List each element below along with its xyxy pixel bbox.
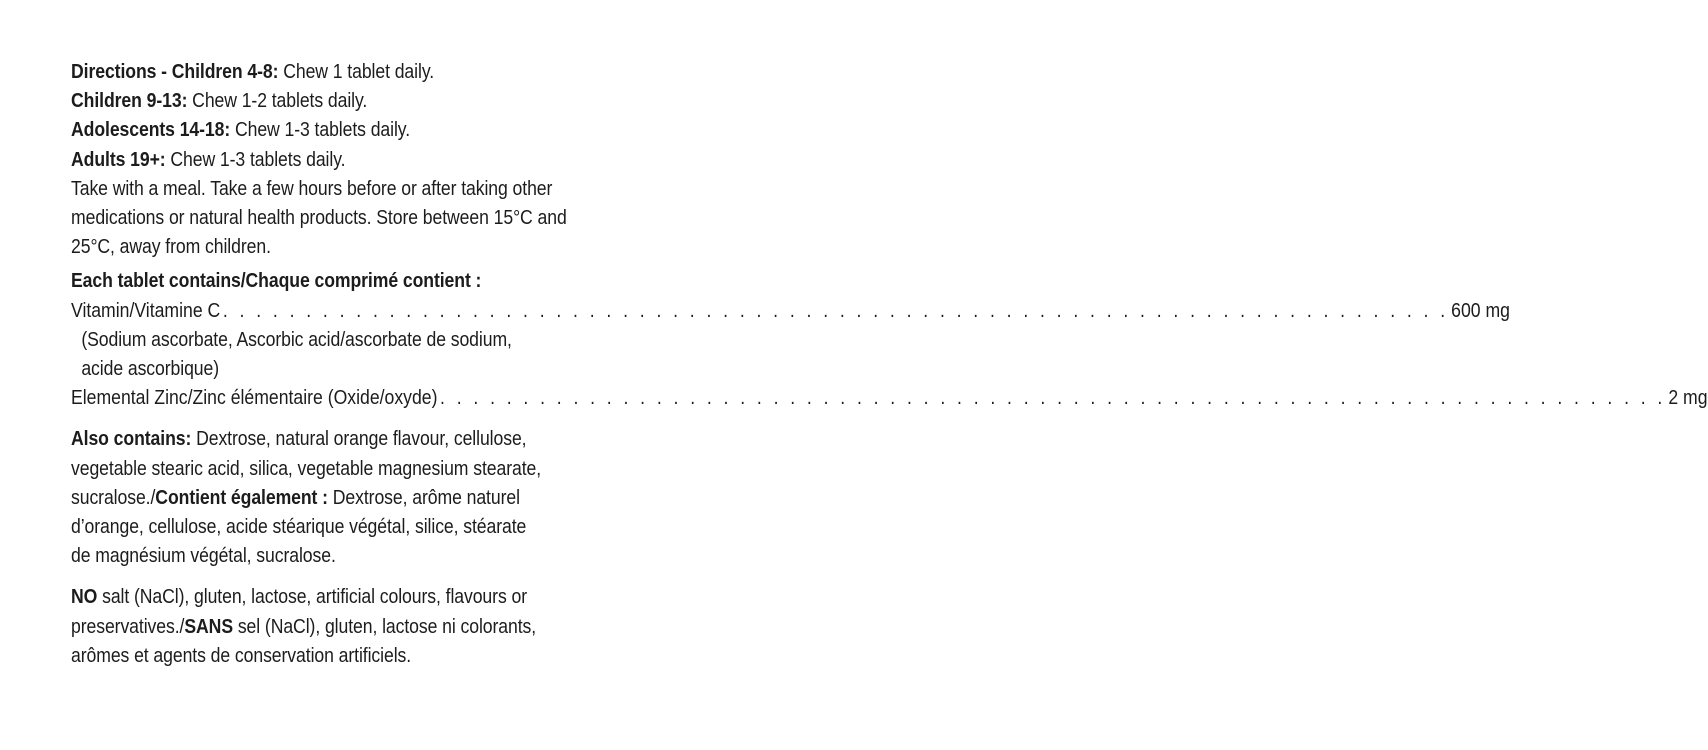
leader-dots: . . . . . . . . . . . . . . . . . . . . . . . . . . . . . . . . . . . . . . . . . . . . . . . . . . . . . . . . . . . . . . . . . . . . . . . . . .	[440, 386, 1666, 410]
ingredients-heading: Each tablet contains/Chaque comprimé contient :	[71, 269, 482, 293]
ingredient-row-vitamin-c	[71, 296, 1510, 325]
also-contains-section: Also contains: Dextrose, natural orange flavour, cellulose, vegetable stearic acid, silica, vegetable magnesium stearate, sucralose./Contient également : Dextrose, arôme naturel d’orange, cellulose, acide stéarique végétal, silice, stéarate de magnésium végétal, sucralose.	[71, 427, 542, 568]
free-from-section: NO salt (NaCl), gluten, lactose, artificial colours, flavours or preservatives./SANS sel (NaCl), gluten, lactose ni colorants, arômes et agents de conservation artificiels.	[71, 585, 537, 667]
directions-adults: Adults 19+: Chew 1-3 tablets daily.	[71, 147, 346, 171]
directions-adolescents: Adolescents 14-18: Chew 1-3 tablets daily.	[71, 118, 411, 142]
directions-note: Take with a meal. Take a few hours before or after taking other	[71, 176, 553, 200]
directions-section	[71, 57, 711, 261]
sans-label: SANS	[184, 614, 234, 638]
ingredient-row-zinc	[71, 383, 1708, 412]
directions-children-4-8: Directions - Children 4-8: Chew 1 tablet daily.	[71, 60, 435, 83]
spacer	[71, 570, 711, 582]
ingredient-amount: 600 mg	[1451, 298, 1510, 322]
also-contains-label: Also contains:	[71, 427, 192, 451]
vitamin-c-source: (Sodium ascorbate, Ascorbic acid/ascorbate de sodium,	[81, 327, 512, 351]
spacer	[71, 412, 711, 424]
directions-note: medications or natural health products. Store between 15°C and	[71, 206, 567, 230]
no-label: NO	[71, 585, 98, 609]
directions-children-9-13: Children 9-13: Chew 1-2 tablets daily.	[71, 89, 368, 113]
vitamin-c-source: acide ascorbique)	[81, 357, 220, 381]
supplement-label	[71, 57, 1708, 670]
ingredient-name: Elemental Zinc/Zinc élémentaire (Oxide/oxyde)	[71, 386, 438, 410]
ingredients-section	[71, 266, 1708, 412]
ingredient-amount: 2 mg	[1668, 386, 1708, 410]
contient-label: Contient également :	[155, 485, 328, 509]
ingredient-name: Vitamin/Vitamine C	[71, 298, 221, 322]
leader-dots: . . . . . . . . . . . . . . . . . . . . . . . . . . . . . . . . . . . . . . . . . . . . . . . . . . . . . . . . . . . . . . . . . . . . . . . . . .	[222, 298, 1449, 322]
directions-note: 25°C, away from children.	[71, 235, 271, 259]
